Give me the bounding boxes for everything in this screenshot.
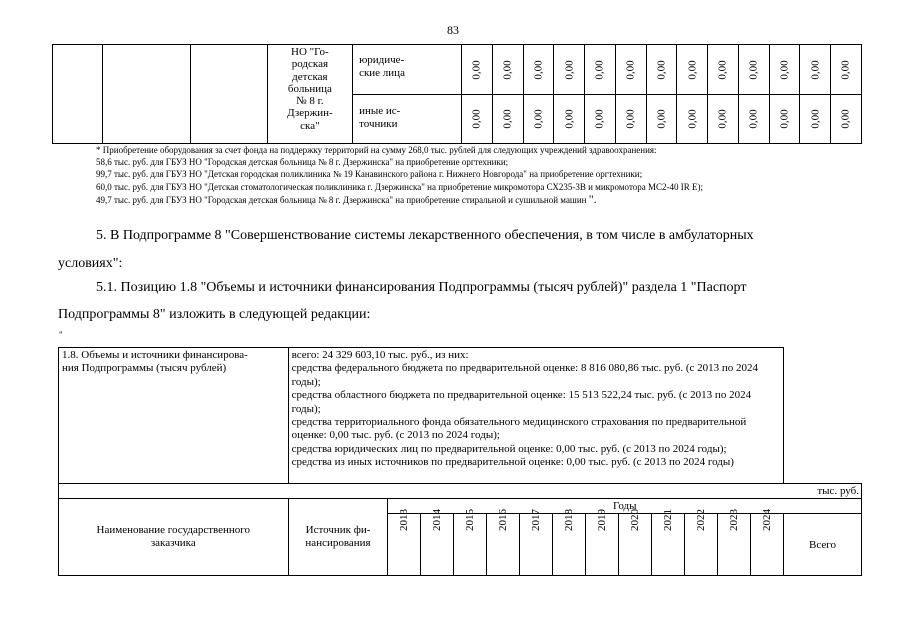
value-cell: 0,00 — [769, 95, 800, 144]
paragraph-5-1-cont: Подпрограммы 8" изложить в следующей редакции: — [58, 307, 371, 322]
paragraph-5: 5. В Подпрограмме 8 "Совершенствование системы лекарственного обеспечения, в том числе в амбулаторных — [96, 228, 754, 243]
passport-table — [58, 347, 862, 576]
value-cell: 0,00 — [492, 45, 523, 95]
year-header: 2014 — [421, 514, 454, 576]
value-cell: 0,00 — [769, 45, 800, 95]
value-cell: 0,00 — [708, 45, 739, 95]
value-cell: 0,00 — [462, 45, 493, 95]
value-cell: 0,00 — [800, 45, 831, 95]
footnote-line: 58,6 тыс. руб. для ГБУЗ НО "Городская детская больница № 8 г. Дзержинска" на приобретение оргтехники; — [96, 157, 509, 168]
year-header: 2013 — [388, 514, 421, 576]
value-cell: 0,00 — [646, 95, 677, 144]
year-header: 2021 — [652, 514, 685, 576]
page-number: 83 — [447, 23, 459, 37]
year-header: 2024 — [751, 514, 784, 576]
value-cell: 0,00 — [708, 95, 739, 144]
value-cell: 0,00 — [615, 95, 646, 144]
customer-cell: НО "Го- родская детская больница № 8 г. Дзержин- ска" — [267, 45, 352, 144]
value-cell: 0,00 — [677, 45, 708, 95]
paragraph-5-1: 5.1. Позицию 1.8 "Объемы и источники финансирования Подпрограммы (тысяч рублей)" раздела 1 "Паспорт — [96, 280, 747, 295]
top-funding-table — [52, 44, 862, 144]
footnotes — [96, 144, 703, 206]
footnote-end: ". — [588, 191, 597, 206]
passport-label: 1.8. Объемы и источники финансирова- ния Подпрограммы (тысяч рублей) — [59, 348, 289, 484]
year-header: 2022 — [685, 514, 718, 576]
year-header: 2020 — [619, 514, 652, 576]
year-header: 2015 — [454, 514, 487, 576]
value-cell: 0,00 — [831, 95, 862, 144]
year-header: 2016 — [487, 514, 520, 576]
open-quote: " — [59, 330, 63, 340]
value-cell: 0,00 — [615, 45, 646, 95]
footnote-line: 99,7 тыс. руб. для ГБУЗ НО "Детская городская поликлиника № 19 Канавинского района г. Нижнего Новгорода" на приобретение оргтехники; — [96, 169, 643, 180]
value-cell: 0,00 — [585, 95, 616, 144]
total-header: Всего — [784, 514, 862, 576]
source-header: Источник фи- нансирования — [288, 499, 388, 576]
value-cell: 0,00 — [523, 45, 554, 95]
value-cell: 0,00 — [554, 45, 585, 95]
footnote-line: 49,7 тыс. руб. для ГБУЗ НО "Городская детская больница № 8 г. Дзержинска" на приобретение стиральной и сушильной машин ". — [96, 191, 597, 206]
year-header: 2017 — [520, 514, 553, 576]
footnote-line: * Приобретение оборудования за счет фонда на поддержку территорий на сумму 268,0 тыс. рублей для следующих учреждений здравоохранения: — [96, 145, 657, 155]
passport-text: всего: 24 329 603,10 тыс. руб., из них: средства федерального бюджета по предварительной оценке: 8 816 080,86 тыс. руб. (с 2013 по 2024 годы); средства областного бюджета по предварительной оценке: 15 513 522,24 тыс. руб. (с 2013 по 2024 годы); средства территориального фонда обязательного медицинского страхования по предварительной оценке: 0,00 тыс. руб. (с 2013 по 2024 годы); средства юридических лиц по предварительной оценке: 0,00 тыс. руб. (с 2013 по 2024 годы); средства из иных источников по предварительной оценке: 0,00 тыс. руб. (с 2013 по 2024 годы) — [288, 348, 784, 484]
value-cell: 0,00 — [738, 45, 769, 95]
value-cell: 0,00 — [646, 45, 677, 95]
year-header: 2018 — [553, 514, 586, 576]
value-cell: 0,00 — [738, 95, 769, 144]
year-header: 2023 — [718, 514, 751, 576]
value-cell: 0,00 — [831, 45, 862, 95]
customer-header: Наименование государственного заказчика — [59, 499, 289, 576]
years-title: Годы — [388, 499, 862, 514]
footnote-line: 60,0 тыс. руб. для ГБУЗ НО "Детская стоматологическая поликлиника г. Дзержинска" на приобретение микромотора СХ235-3В и микромотора МС2-40 IR E); — [96, 181, 703, 192]
empty-cell — [190, 45, 267, 144]
source-cell: иные ис- точники — [353, 95, 462, 144]
value-cell: 0,00 — [554, 95, 585, 144]
unit-cell: тыс. руб. — [59, 484, 862, 499]
empty-cell — [103, 45, 191, 144]
value-cell: 0,00 — [523, 95, 554, 144]
value-cell: 0,00 — [800, 95, 831, 144]
paragraph-5-cont: условиях": — [58, 256, 123, 271]
value-cell: 0,00 — [492, 95, 523, 144]
source-cell: юридиче- ские лица — [353, 45, 462, 95]
value-cell: 0,00 — [677, 95, 708, 144]
value-cell: 0,00 — [585, 45, 616, 95]
value-cell: 0,00 — [462, 95, 493, 144]
empty-cell — [53, 45, 103, 144]
year-header: 2019 — [586, 514, 619, 576]
